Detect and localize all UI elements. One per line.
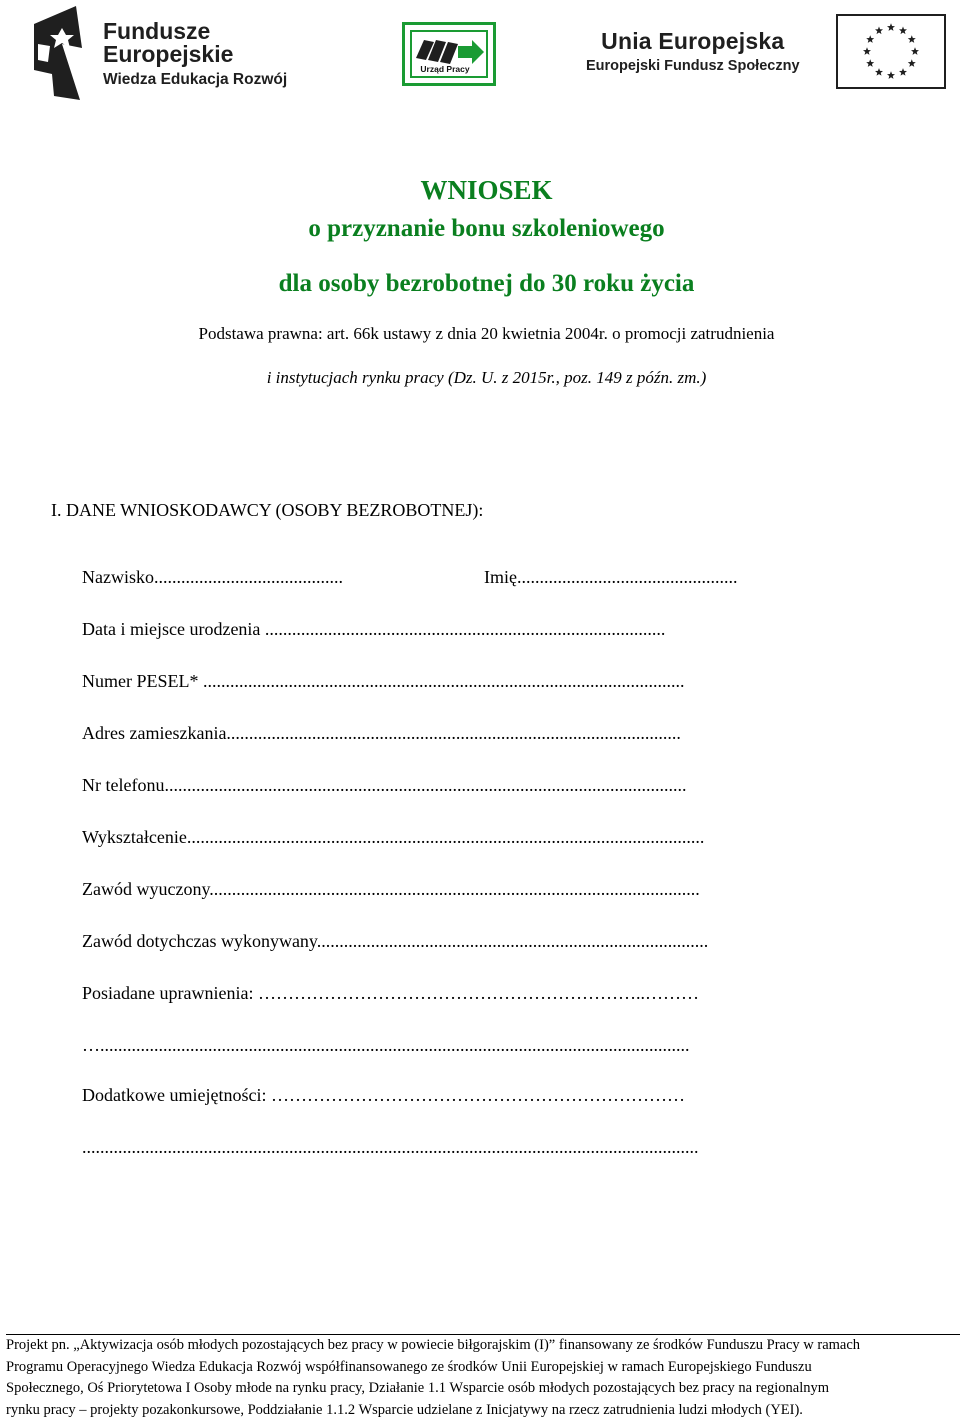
ue-logo-line2: Europejski Fundusz Społeczny xyxy=(586,54,800,78)
document-title: WNIOSEK xyxy=(0,172,960,208)
field-uprawnienia-continued[interactable]: …................................................................................................................................... xyxy=(82,1033,690,1057)
footer-line1: Projekt pn. „Aktywizacja osób młodych pozostających bez pracy w powiecie biłgorajskim (I)” finansowany ze środków Funduszu Pracy w ramach xyxy=(6,1335,960,1357)
field-uprawnienia[interactable]: Posiadane uprawnienia: ………………………………………………………..……… xyxy=(82,981,699,1005)
footer-line3: Społecznego, Oś Priorytetowa I Osoby młode na rynku pracy, Działanie 1.1 Wsparcie osób młodych pozostających bez pracy na regionalnym xyxy=(6,1378,960,1400)
field-data-urodzenia[interactable]: Data i miejsce urodzenia ......................................................................................... xyxy=(82,617,665,641)
footer-line2: Programu Operacyjnego Wiedza Edukacja Rozwój współfinansowanego ze środków Unii Europejskiej w ramach Europejskiego Funduszu xyxy=(6,1357,960,1379)
field-pesel[interactable]: Numer PESEL* ........................................................................................................... xyxy=(82,669,685,693)
field-zawod-dotychczas[interactable]: Zawód dotychczas wykonywany....................................................................................... xyxy=(82,929,708,953)
unia-europejska-text xyxy=(586,28,800,78)
fundusze-europejskie-text xyxy=(103,20,287,93)
field-umiejetnosci[interactable]: Dodatkowe umiejętności: …………………………………………………………… xyxy=(82,1083,685,1107)
field-umiejetnosci-continued[interactable]: ......................................................................................................................................... xyxy=(82,1135,699,1159)
urzad-pracy-logo xyxy=(402,22,496,86)
field-zawod-wyuczony[interactable]: Zawód wyuczony............................................................................................................. xyxy=(82,877,700,901)
eu-flag-icon xyxy=(836,14,946,89)
legal-basis-line1: Podstawa prawna: art. 66k ustawy z dnia 20 kwietnia 2004r. o promocji zatrudnienia xyxy=(0,323,960,345)
fe-logo-line1: Fundusze xyxy=(103,20,287,42)
footer-project-info xyxy=(6,1335,960,1421)
field-imie[interactable]: Imię................................................. xyxy=(484,565,738,589)
legal-basis-line2: i instytucjach rynku pracy (Dz. U. z 2015r., poz. 149 z późn. zm.) xyxy=(0,367,960,389)
urzad-pracy-emblem-icon xyxy=(402,22,496,86)
fundusze-europejskie-emblem-icon xyxy=(32,4,102,102)
fe-logo-line3: Wiedza Edukacja Rozwój xyxy=(103,67,287,93)
fe-logo-line2: Europejskie xyxy=(103,42,287,67)
field-telefon[interactable]: Nr telefonu.................................................................................................................... xyxy=(82,773,686,797)
urzad-pracy-label: Urząd Pracy xyxy=(414,64,476,74)
section-heading: I. DANE WNIOSKODAWCY (OSOBY BEZROBOTNEJ): xyxy=(51,498,483,522)
field-nazwisko[interactable]: Nazwisko.......................................... xyxy=(82,565,343,589)
field-adres[interactable]: Adres zamieszkania..................................................................................................... xyxy=(82,721,681,745)
document-subtitle-1: o przyznanie bonu szkoleniowego xyxy=(0,212,960,246)
ue-logo-line1: Unia Europejska xyxy=(586,28,800,54)
document-subtitle-2: dla osoby bezrobotnej do 30 roku życia xyxy=(0,267,960,301)
field-wyksztalcenie[interactable]: Wykształcenie................................................................................................................... xyxy=(82,825,704,849)
footer-line4: rynku pracy – projekty pozakonkursowe, Poddziałanie 1.1.2 Wsparcie udzielane z Inicjatywy na rzecz zatrudnienia ludzi młodych (YEI). xyxy=(6,1400,960,1421)
